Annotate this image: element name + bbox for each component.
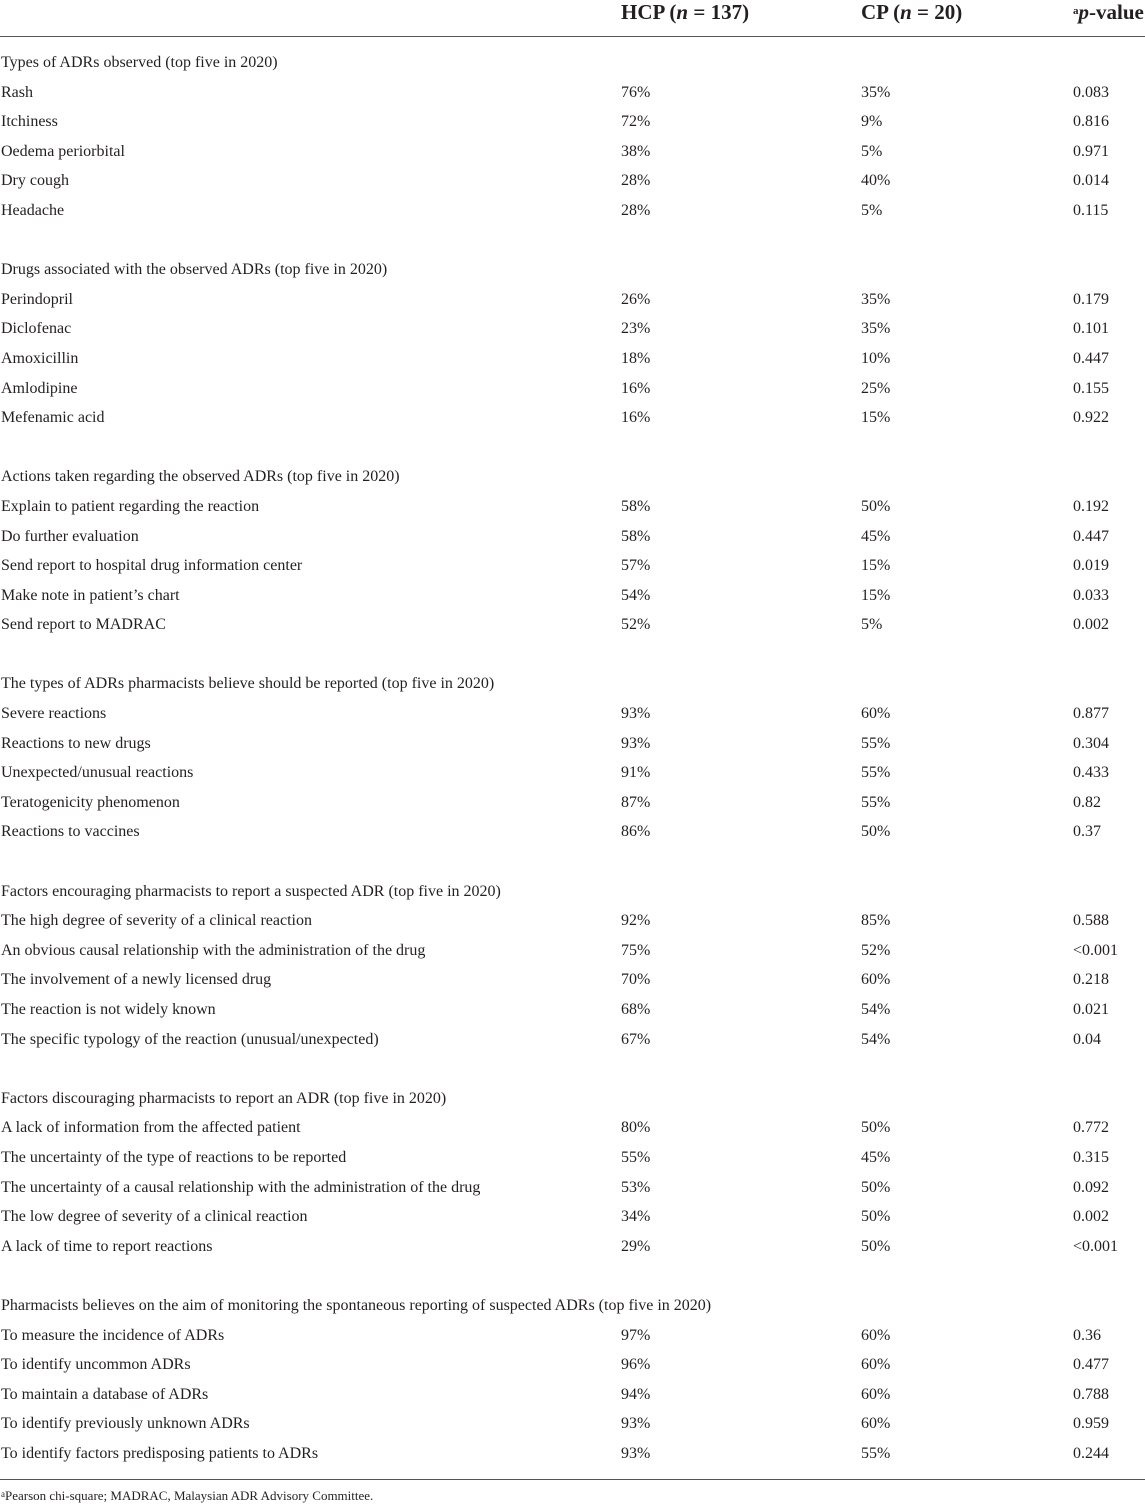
hcp-value: 58% — [621, 527, 651, 545]
cp-value: 54% — [861, 1001, 891, 1018]
row-label: Amlodipine — [1, 379, 78, 397]
row-label: To identify factors predisposing patients to ADRs — [1, 1444, 319, 1462]
row-label: Reactions to vaccines — [1, 823, 140, 841]
cp-value: 55% — [861, 793, 891, 811]
cp-value: 50% — [861, 823, 891, 841]
p-value: 0.092 — [1073, 1178, 1109, 1196]
header-p-value: $^a$p-value — [1073, 0, 1144, 24]
p-value: 0.115 — [1073, 201, 1109, 219]
cp-value: 35% — [861, 320, 891, 338]
table-row — [0, 906, 1145, 936]
cp-value: 45% — [861, 1148, 891, 1166]
table-section — [0, 1084, 1145, 1291]
hcp-value: 23% — [621, 320, 651, 338]
table-section — [0, 669, 1145, 876]
cp-value: 35% — [861, 83, 891, 101]
hcp-value: 76% — [621, 83, 651, 101]
cp-value: 60% — [861, 1385, 891, 1403]
row-label: Unexpected/unusual reactions — [1, 764, 194, 782]
hcp-value: 29% — [621, 1237, 651, 1255]
table-row — [0, 1143, 1145, 1173]
header-rule — [0, 36, 1145, 37]
table-row — [0, 995, 1145, 1025]
hcp-value: 97% — [621, 1326, 651, 1344]
table-row — [0, 137, 1145, 167]
cp-value: 50% — [861, 1178, 891, 1196]
table-row — [0, 1232, 1145, 1262]
hcp-value: 28% — [621, 172, 651, 190]
cp-value: 10% — [861, 349, 891, 367]
row-label: The uncertainty of a causal relationship with the administration of the drug — [1, 1178, 481, 1196]
table-row — [0, 758, 1145, 788]
row-label: Dry cough — [1, 172, 69, 190]
section-title: Factors discouraging pharmacists to report an ADR (top five in 2020) — [1, 1089, 447, 1107]
row-label: Diclofenac — [1, 320, 72, 338]
cp-value: 54% — [861, 1030, 891, 1048]
section-title: Factors encouraging pharmacists to report a suspected ADR (top five in 2020) — [1, 882, 501, 900]
table-row — [0, 492, 1145, 522]
table-row — [0, 817, 1145, 847]
p-value: 0.37 — [1073, 823, 1101, 841]
hcp-value: 91% — [621, 764, 651, 782]
hcp-value: 93% — [621, 1444, 651, 1462]
table-row — [0, 314, 1145, 344]
cp-value: 52% — [861, 941, 891, 959]
p-value: 0.772 — [1073, 1119, 1109, 1137]
cp-value: 50% — [861, 1208, 891, 1226]
row-label: Do further evaluation — [1, 527, 139, 545]
cp-value: 50% — [861, 497, 891, 515]
row-label: To maintain a database of ADRs — [1, 1385, 209, 1403]
cp-value: 55% — [861, 1444, 891, 1462]
cp-value: 60% — [861, 971, 891, 989]
table-section — [0, 1291, 1145, 1469]
p-value: 0.788 — [1073, 1385, 1109, 1403]
p-value: 0.588 — [1073, 912, 1109, 930]
p-value: 0.959 — [1073, 1415, 1109, 1433]
p-value: 0.315 — [1073, 1148, 1109, 1166]
table-footnote: $^a$Pearson chi-square; MADRAC, Malaysian ADR Advisory Committee. — [1, 1488, 374, 1503]
cp-value: 15% — [861, 409, 891, 427]
hcp-value: 34% — [621, 1208, 651, 1226]
row-label: The uncertainty of the type of reactions to be reported — [1, 1148, 347, 1166]
p-value: 0.04 — [1073, 1030, 1101, 1048]
hcp-value: 93% — [621, 734, 651, 752]
table-row — [0, 196, 1145, 226]
p-value: 0.002 — [1073, 616, 1109, 634]
cp-value: 5% — [861, 201, 883, 219]
table-body — [0, 48, 1145, 1469]
p-value: 0.218 — [1073, 971, 1109, 989]
p-value: 0.447 — [1073, 349, 1109, 367]
p-value: 0.244 — [1073, 1444, 1109, 1462]
row-label: A lack of information from the affected patient — [1, 1119, 301, 1137]
hcp-value: 55% — [621, 1148, 651, 1166]
hcp-value: 75% — [621, 941, 651, 959]
hcp-value: 54% — [621, 586, 651, 604]
p-value: 0.971 — [1073, 142, 1109, 160]
table-row — [0, 788, 1145, 818]
table-row — [0, 285, 1145, 315]
row-label: Headache — [1, 201, 65, 219]
row-label: To measure the incidence of ADRs — [1, 1326, 225, 1344]
hcp-value: 94% — [621, 1385, 651, 1403]
cp-value: 50% — [861, 1237, 891, 1255]
table-row — [0, 551, 1145, 581]
cp-value: 50% — [861, 1119, 891, 1137]
cp-value: 85% — [861, 912, 891, 930]
row-label: Teratogenicity phenomenon — [1, 793, 180, 811]
cp-value: 45% — [861, 527, 891, 545]
section-title: Actions taken regarding the observed ADRs (top five in 2020) — [1, 468, 400, 486]
hcp-value: 93% — [621, 705, 651, 723]
cp-value: 40% — [861, 172, 891, 190]
hcp-value: 28% — [621, 201, 651, 219]
hcp-value: 72% — [621, 113, 651, 131]
row-label: To identify uncommon ADRs — [1, 1356, 191, 1374]
p-value: 0.033 — [1073, 586, 1109, 604]
table-row — [0, 522, 1145, 552]
p-value: 0.083 — [1073, 83, 1109, 101]
row-label: To identify previously unknown ADRs — [1, 1415, 250, 1433]
table-row — [0, 107, 1145, 137]
p-value: 0.019 — [1073, 557, 1109, 575]
table-section — [0, 462, 1145, 669]
table-section — [0, 877, 1145, 1084]
row-label: Oedema periorbital — [1, 142, 125, 160]
row-label: Mefenamic acid — [1, 409, 105, 427]
row-label: An obvious causal relationship with the administration of the drug — [1, 941, 426, 959]
hcp-value: 18% — [621, 349, 651, 367]
section-title: Pharmacists believes on the aim of monitoring the spontaneous reporting of suspected ADRs (top five in 2020) — [1, 1296, 712, 1314]
row-label: Amoxicillin — [1, 349, 79, 367]
p-value: 0.447 — [1073, 527, 1109, 545]
row-label: The specific typology of the reaction (unusual/unexpected) — [1, 1030, 379, 1048]
row-label: Rash — [1, 83, 33, 101]
table-row — [0, 78, 1145, 108]
p-value: 0.179 — [1073, 290, 1109, 308]
p-value: 0.36 — [1073, 1326, 1101, 1344]
row-label: Make note in patient’s chart — [1, 586, 180, 604]
table-row — [0, 581, 1145, 611]
row-label: Send report to hospital drug information center — [1, 557, 303, 575]
section-gap — [0, 1054, 1145, 1084]
row-label: The involvement of a newly licensed drug — [1, 971, 272, 989]
row-label: Reactions to new drugs — [1, 734, 151, 752]
table-row — [0, 1321, 1145, 1351]
p-value: 0.816 — [1073, 113, 1109, 131]
hcp-value: 16% — [621, 409, 651, 427]
cp-value: 60% — [861, 705, 891, 723]
table-row — [0, 1173, 1145, 1203]
table-row — [0, 1025, 1145, 1055]
row-label: Explain to patient regarding the reaction — [1, 497, 260, 515]
row-label: Itchiness — [1, 113, 58, 131]
row-label: Severe reactions — [1, 705, 107, 723]
hcp-value: 38% — [621, 142, 651, 160]
table-row — [0, 403, 1145, 433]
section-title: The types of ADRs pharmacists believe should be reported (top five in 2020) — [1, 675, 495, 693]
hcp-value: 16% — [621, 379, 651, 397]
cp-value: 25% — [861, 379, 891, 397]
table-row — [0, 374, 1145, 404]
hcp-value: 96% — [621, 1356, 651, 1374]
table-row — [0, 1113, 1145, 1143]
hcp-value: 53% — [621, 1178, 651, 1196]
hcp-value: 26% — [621, 290, 651, 308]
header-cp: CP (n = 20) — [861, 0, 963, 24]
table-section — [0, 255, 1145, 462]
cp-value: 9% — [861, 113, 883, 131]
p-value: 0.433 — [1073, 764, 1109, 782]
table-row — [0, 1350, 1145, 1380]
cp-value: 60% — [861, 1415, 891, 1433]
p-value: 0.877 — [1073, 705, 1109, 723]
section-gap — [0, 847, 1145, 877]
cp-value: 55% — [861, 734, 891, 752]
p-value: 0.002 — [1073, 1208, 1109, 1226]
table-row — [0, 1439, 1145, 1469]
section-gap — [0, 433, 1145, 463]
hcp-value: 57% — [621, 557, 651, 575]
table-section — [0, 48, 1145, 255]
cp-value: 15% — [861, 586, 891, 604]
row-label: A lack of time to report reactions — [1, 1237, 213, 1255]
table-row — [0, 1202, 1145, 1232]
table-row — [0, 965, 1145, 995]
cp-value: 55% — [861, 764, 891, 782]
hcp-value: 86% — [621, 823, 651, 841]
table-header-row — [0, 0, 1145, 36]
section-title: Drugs associated with the observed ADRs (top five in 2020) — [1, 261, 388, 279]
section-gap — [0, 226, 1145, 256]
section-title: Types of ADRs observed (top five in 2020) — [1, 54, 278, 71]
row-label: Send report to MADRAC — [1, 616, 166, 634]
cp-value: 35% — [861, 290, 891, 308]
p-value: 0.304 — [1073, 734, 1109, 752]
row-label: The low degree of severity of a clinical reaction — [1, 1208, 308, 1226]
row-label: Perindopril — [1, 290, 73, 308]
hcp-value: 68% — [621, 1001, 651, 1018]
row-label: The reaction is not widely known — [1, 1001, 216, 1018]
p-value: 0.477 — [1073, 1356, 1109, 1374]
p-value: 0.101 — [1073, 320, 1109, 338]
row-label: The high degree of severity of a clinical reaction — [1, 912, 312, 930]
cp-value: 5% — [861, 142, 883, 160]
hcp-value: 52% — [621, 616, 651, 634]
cp-value: 15% — [861, 557, 891, 575]
table-row — [0, 1409, 1145, 1439]
p-value: 0.155 — [1073, 379, 1109, 397]
p-value: 0.021 — [1073, 1001, 1109, 1018]
hcp-value: 70% — [621, 971, 651, 989]
hcp-value: 80% — [621, 1119, 651, 1137]
table-row — [0, 936, 1145, 966]
table-row — [0, 1380, 1145, 1410]
table-row — [0, 610, 1145, 640]
cp-value: 60% — [861, 1356, 891, 1374]
hcp-value: 67% — [621, 1030, 651, 1048]
hcp-value: 92% — [621, 912, 651, 930]
cp-value: 5% — [861, 616, 883, 634]
hcp-value: 58% — [621, 497, 651, 515]
header-hcp: HCP (n = 137) — [621, 0, 750, 24]
p-value: 0.922 — [1073, 409, 1109, 427]
table-row — [0, 166, 1145, 196]
cp-value: 60% — [861, 1326, 891, 1344]
section-gap — [0, 640, 1145, 670]
table-row — [0, 344, 1145, 374]
p-value: 0.82 — [1073, 793, 1101, 811]
table-row — [0, 729, 1145, 759]
bottom-rule — [0, 1479, 1145, 1480]
hcp-value: 93% — [621, 1415, 651, 1433]
section-gap — [0, 1261, 1145, 1291]
p-value: 0.192 — [1073, 497, 1109, 515]
hcp-value: 87% — [621, 793, 651, 811]
p-value: <0.001 — [1073, 1237, 1119, 1255]
table-row — [0, 699, 1145, 729]
p-value: <0.001 — [1073, 941, 1119, 959]
p-value: 0.014 — [1073, 172, 1109, 190]
